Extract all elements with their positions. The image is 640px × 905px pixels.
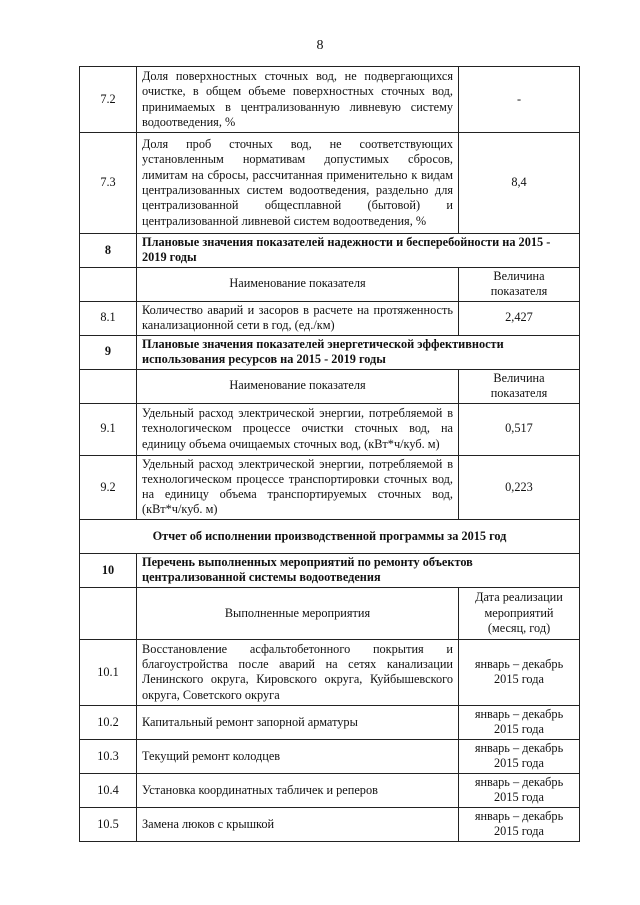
table-row	[80, 133, 580, 234]
activity-date: январь – декабрь 2015 года	[459, 773, 580, 807]
page-number: 8	[316, 38, 324, 53]
table-row	[80, 455, 580, 519]
indicator-value: 0,223	[459, 455, 580, 519]
row-number: 10.2	[80, 705, 137, 739]
row-number: 10.4	[80, 773, 137, 807]
indicator-value: 0,517	[459, 403, 580, 455]
table-row	[80, 67, 580, 133]
table-row	[80, 301, 580, 335]
table-row	[80, 773, 580, 807]
column-header-value: Величина показателя	[459, 267, 580, 301]
row-number: 7.3	[80, 133, 137, 234]
indicator-description: Удельный расход электрической энергии, потребляемой в технологическом процессе транспортировки сточных вод, на единицу объема транспортируемых сточных вод, (кВт*ч/куб. м)	[137, 455, 459, 519]
section-title: Плановые значения показателей энергетической эффективности использования ресурсов на 2015 - 2019 годы	[137, 335, 580, 369]
indicator-value: 2,427	[459, 301, 580, 335]
indicator-description: Доля поверхностных сточных вод, не подвергающихся очистке, в общем объеме поверхностных сточных вод, принимаемых в централизованную ливневую систему водоотведения, %	[137, 67, 459, 133]
indicator-value: -	[459, 67, 580, 133]
table-row	[80, 639, 580, 705]
header-row	[80, 267, 580, 301]
section-title: Перечень выполненных мероприятий по ремонту объектов централизованной системы водоотведения	[137, 553, 580, 587]
column-header-name: Наименование показателя	[137, 267, 459, 301]
indicator-description: Доля проб сточных вод, не соответствующих установленным нормативам допустимых сбросов, лимитам на сбросы, рассчитанная применительно к видам централизованных систем водоотведения, раздельно для централизованной общесплавной (бытовой) и централизованной ливневой систем водоотведения, %	[137, 133, 459, 234]
activity-date: январь – декабрь 2015 года	[459, 807, 580, 841]
activity-description: Установка координатных табличек и реперов	[137, 773, 459, 807]
report-heading-row	[80, 519, 580, 553]
indicators-table	[79, 66, 580, 842]
activity-description: Текущий ремонт колодцев	[137, 739, 459, 773]
section-row	[80, 234, 580, 268]
table-row	[80, 807, 580, 841]
section-number: 8	[80, 234, 137, 268]
header-row	[80, 587, 580, 639]
row-number: 7.2	[80, 67, 137, 133]
row-number: 8.1	[80, 301, 137, 335]
row-number: 10.5	[80, 807, 137, 841]
activity-date: январь – декабрь 2015 года	[459, 705, 580, 739]
report-heading: Отчет об исполнении производственной программы за 2015 год	[80, 519, 580, 553]
section-title: Плановые значения показателей надежности и бесперебойности на 2015 - 2019 годы	[137, 234, 580, 268]
column-header-name: Выполненные мероприятия	[137, 587, 459, 639]
row-number: 9.2	[80, 455, 137, 519]
section-number: 10	[80, 553, 137, 587]
activity-description: Восстановление асфальтобетонного покрытия и благоустройства после аварий на сетях канализации Ленинского округа, Кировского округа, Куйбышевского округа, Советского округа	[137, 639, 459, 705]
row-number: 9.1	[80, 403, 137, 455]
header-row	[80, 369, 580, 403]
activity-description: Капитальный ремонт запорной арматуры	[137, 705, 459, 739]
activity-description: Замена люков с крышкой	[137, 807, 459, 841]
section-row	[80, 553, 580, 587]
table-row	[80, 705, 580, 739]
column-header-value: Дата реализации мероприятий (месяц, год)	[459, 587, 580, 639]
table-row	[80, 403, 580, 455]
section-number: 9	[80, 335, 137, 369]
activity-date: январь – декабрь 2015 года	[459, 739, 580, 773]
row-number: 10.1	[80, 639, 137, 705]
section-row	[80, 335, 580, 369]
indicator-value: 8,4	[459, 133, 580, 234]
indicator-description: Удельный расход электрической энергии, потребляемой в технологическом процессе очистки сточных вод, на единицу объема очищаемых сточных вод, (кВт*ч/куб. м)	[137, 403, 459, 455]
indicator-description: Количество аварий и засоров в расчете на протяженность канализационной сети в год, (ед./км)	[137, 301, 459, 335]
column-header-value: Величина показателя	[459, 369, 580, 403]
table-row	[80, 739, 580, 773]
activity-date: январь – декабрь 2015 года	[459, 639, 580, 705]
column-header-name: Наименование показателя	[137, 369, 459, 403]
row-number: 10.3	[80, 739, 137, 773]
